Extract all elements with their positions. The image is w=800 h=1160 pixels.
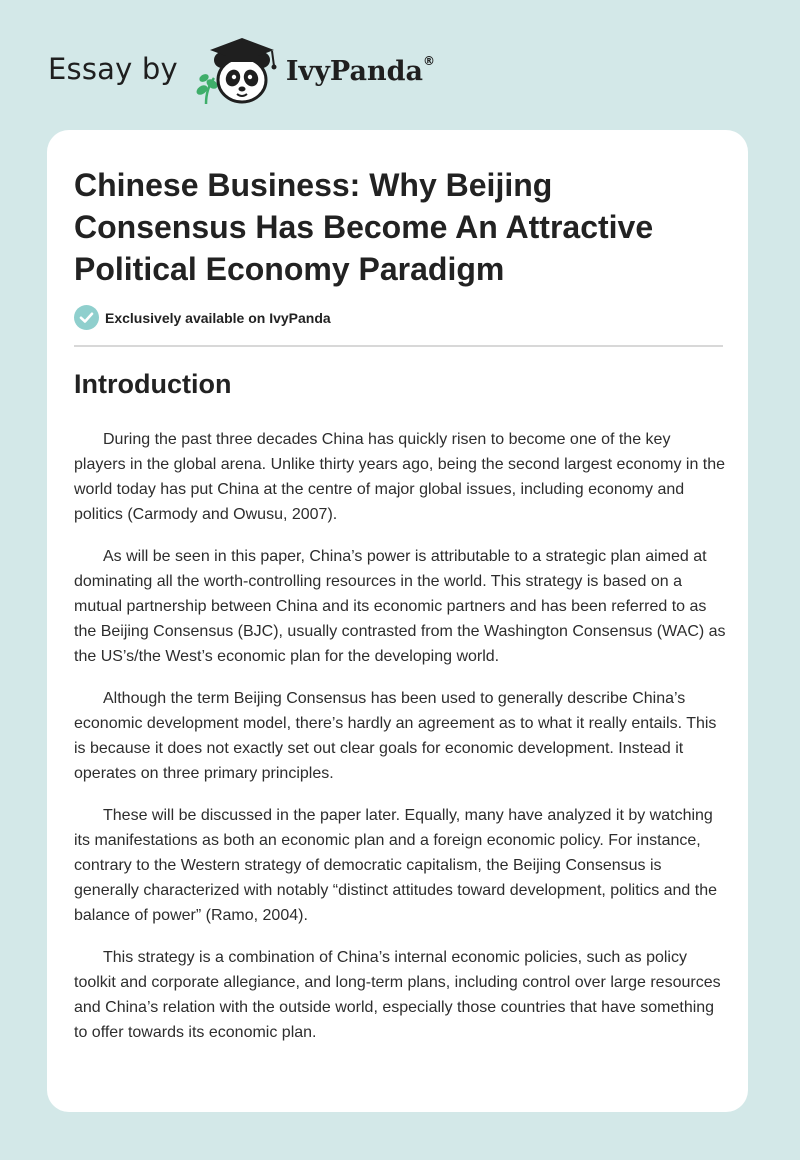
essay-body bbox=[74, 427, 726, 1062]
brand-name-text: IvyPanda bbox=[285, 55, 423, 87]
essay-card bbox=[47, 130, 748, 1112]
panda-graduation-cap-icon bbox=[192, 34, 284, 110]
paragraph: During the past three decades China has quickly risen to become one of the key players in the global arena. Unlike thirty years ago, being the second largest economy in the world today has put China at the centre of major global issues, including economy and politics (Carmody and Owusu, 2007). bbox=[74, 431, 726, 523]
brand-prefix: Essay by bbox=[48, 52, 178, 86]
paragraph: This strategy is a combination of China’s internal economic policies, such as policy toolkit and corporate allegiance, and long-term plans, including control over large resources and China’s relation with the outside world, especially those countries that have something to offer towards its economic plan. bbox=[74, 949, 721, 1041]
paragraph: As will be seen in this paper, China’s power is attributable to a strategic plan aimed at dominating all the worth-controlling resources in the world. This strategy is based on a mutual partnership between China and its economic partners and has been referred to as the Beijing Consensus (BJC), usually contrasted from the Washington Consensus (WAC) as the US’s/the West’s economic plan for the developing world. bbox=[74, 548, 726, 665]
brand-trademark: ® bbox=[422, 53, 435, 68]
exclusive-badge-text: Exclusively available on IvyPanda bbox=[105, 309, 331, 326]
page-title: Chinese Business: Why Beijing Consensus Has Become An Attractive Political Economy Paradigm bbox=[74, 167, 654, 287]
divider bbox=[74, 345, 723, 347]
paragraph: These will be discussed in the paper later. Equally, many have analyzed it by watching its manifestations as both an economic plan and a foreign economic policy. For instance, contrary to the Western strategy of democratic capitalism, the Beijing Consensus is generally characterized with notably “distinct attitudes toward development, politics and the balance of power” (Ramo, 2004). bbox=[74, 807, 718, 924]
paragraph: Although the term Beijing Consensus has been used to generally describe China’s economic development model, there’s hardly an agreement as to what it really entails. This is because it does not exactly set out clear goals for economic development. Instead it operates on three primary principles. bbox=[74, 690, 717, 782]
brand-name bbox=[285, 53, 435, 87]
check-circle-icon bbox=[74, 305, 99, 330]
brand-header[interactable] bbox=[48, 34, 435, 110]
section-heading: Introduction bbox=[74, 369, 232, 399]
exclusive-badge bbox=[74, 305, 331, 330]
